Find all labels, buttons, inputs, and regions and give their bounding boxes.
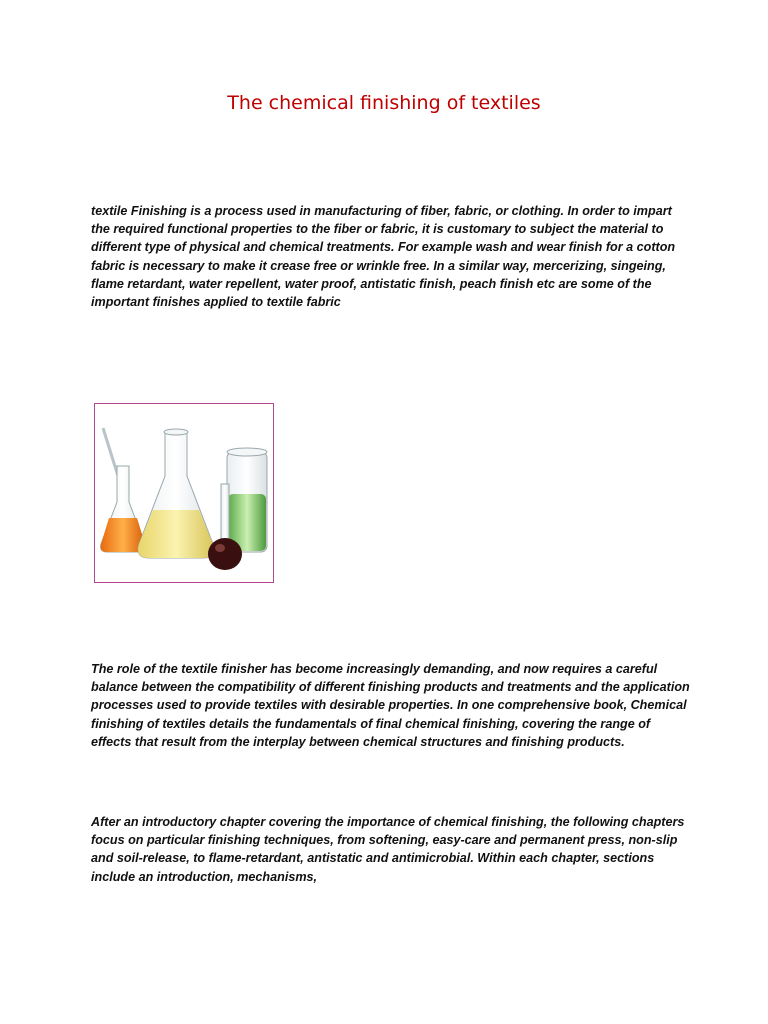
page-title: The chemical finishing of textiles — [227, 92, 541, 114]
lab-flasks-image — [94, 403, 274, 583]
chapters-paragraph: After an introductory chapter covering the importance of chemical finishing, the following chapters focus on particular finishing techniques, from softening, easy-care and permanent press, non-slip and soil-release, to flame-retardant, antistatic and antimicrobial. Within each chapter, sections include an introduction, mechanisms, — [91, 815, 685, 884]
flasks-illustration — [95, 404, 272, 581]
role-paragraph: The role of the textile finisher has become increasingly demanding, and now requires a careful balance between the compatibility of different finishing products and treatments and the application processes used to provide textiles with desirable properties. In one comprehensive book, Chemical finishing of textiles details the fundamentals of final chemical finishing, covering the range of effects that result from the interplay between chemical structures and finishing products. — [91, 662, 690, 749]
intro-paragraph: textile Finishing is a process used in manufacturing of fiber, fabric, or clothing. In order to impart the required functional properties to the fiber or fabric, it is customary to subject the material to different type of physical and chemical treatments. For example wash and wear finish for a cotton fabric is necessary to make it crease free or wrinkle free. In a similar way, mercerizing, singeing, flame retardant, water repellent, water proof, antistatic finish, peach finish etc are some of the important finishes applied to textile fabric — [91, 204, 676, 310]
